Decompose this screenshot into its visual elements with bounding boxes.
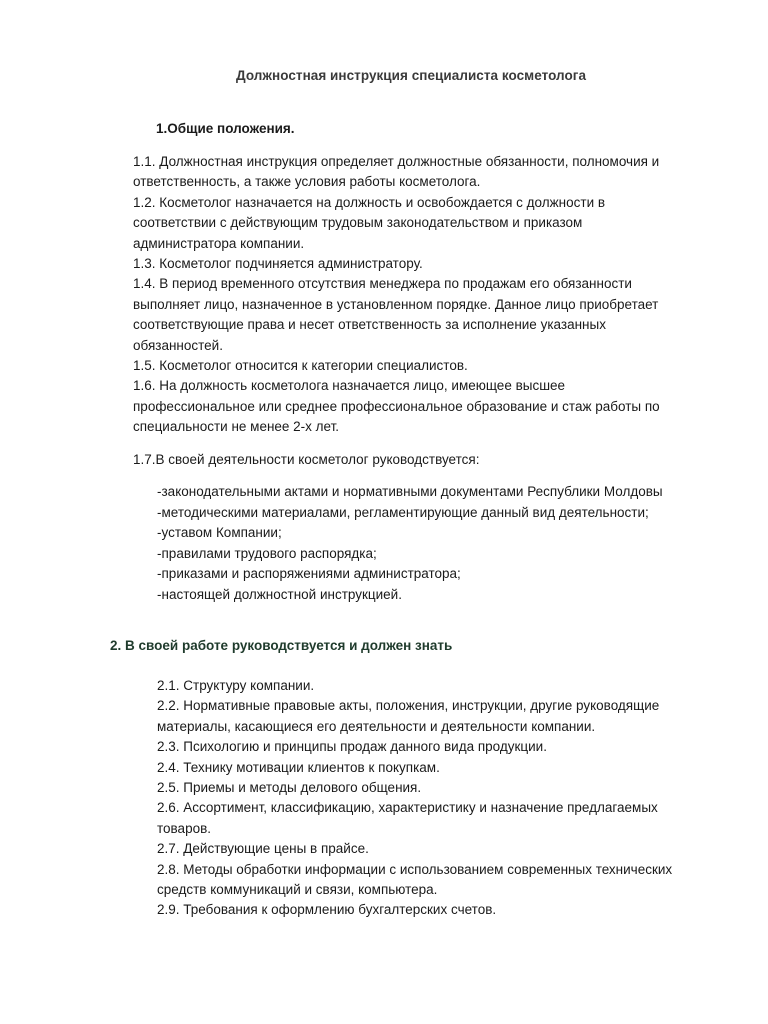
section-2-line: 2.1. Структуру компании.: [157, 678, 315, 693]
list-item: -законодательными актами и нормативными документами Республики Молдовы: [157, 484, 663, 499]
section-1-line: администратора компании.: [133, 235, 305, 251]
section-2-line: 2.2. Нормативные правовые акты, положения, инструкции, другие руководящие: [157, 698, 660, 714]
list-item: -уставом Компании;: [157, 525, 282, 541]
section-1-body: [133, 152, 713, 438]
section-1-line: профессиональное или среднее профессиональное образование и стаж работы по: [133, 398, 660, 414]
section-1-line: 1.6. На должность косметолога назначается лицо, имеющее высшее: [133, 378, 566, 394]
section-2-line: материалы, касающиеся его деятельности и деятельности компании.: [157, 718, 596, 734]
section-1-line: 1.2. Косметолог назначается на должность и освобождается с должности в: [133, 194, 606, 210]
list-item: -приказами и распоряжениями администратора;: [157, 566, 461, 582]
section-2-line: товаров.: [157, 820, 212, 836]
section-2-heading: 2. В своей работе руководствуется и должен знать: [110, 638, 453, 653]
section-2-line: 2.9. Требования к оформлению бухгалтерских счетов.: [157, 902, 497, 918]
section-1-line: ответственность, а также условия работы косметолога.: [133, 174, 481, 190]
section-1-heading: 1.Общие положения.: [156, 121, 295, 136]
list-item: -настоящей должностной инструкцией.: [157, 586, 402, 602]
document-title: Должностная инструкция специалиста косметолога: [235, 68, 587, 83]
section-2-line: 2.5. Приемы и методы делового общения.: [157, 780, 422, 796]
section-1-line: соответствующие права и несет ответственность за исполнение указанных: [133, 317, 606, 333]
section-2-line: средств коммуникаций и связи, компьютера.: [157, 882, 438, 898]
section-1-line: 1.1. Должностная инструкция определяет должностные обязанности, полномочия и: [133, 154, 660, 169]
section-1-line: 1.3. Косметолог подчиняется администратору.: [133, 256, 423, 272]
section-2-line: 2.6. Ассортимент, классификацию, характеристику и назначение предлагаемых: [157, 800, 658, 816]
section-1-line: обязанностей.: [133, 337, 223, 353]
section-1-line: 1.4. В период временного отсутствия менеджера по продажам его обязанности: [133, 276, 632, 292]
section-1-line: соответствии с действующим трудовым законодательством и приказом: [133, 215, 583, 231]
section-1-line: выполняет лицо, назначенное в установленном порядке. Данное лицо приобретает: [133, 296, 659, 312]
section-2-body: [157, 676, 717, 921]
section-2-line: 2.7. Действующие цены в прайсе.: [157, 841, 369, 857]
section-2-line: 2.8. Методы обработки информации с использованием современных технических: [157, 861, 673, 877]
section-1-line: специальности не менее 2-х лет.: [133, 419, 340, 435]
section-1-line: 1.5. Косметолог относится к категории специалистов.: [133, 358, 468, 374]
list-item: -правилами трудового распорядка;: [157, 545, 377, 561]
item-1-7: 1.7.В своей деятельности косметолог руководствуется:: [133, 452, 480, 467]
section-2-line: 2.3. Психологию и принципы продаж данного вида продукции.: [157, 739, 547, 755]
guidance-list: [157, 482, 737, 606]
list-item: -методическими материалами, регламентирующие данный вид деятельности;: [157, 504, 649, 520]
section-2-line: 2.4. Технику мотивации клиентов к покупкам.: [157, 759, 440, 775]
